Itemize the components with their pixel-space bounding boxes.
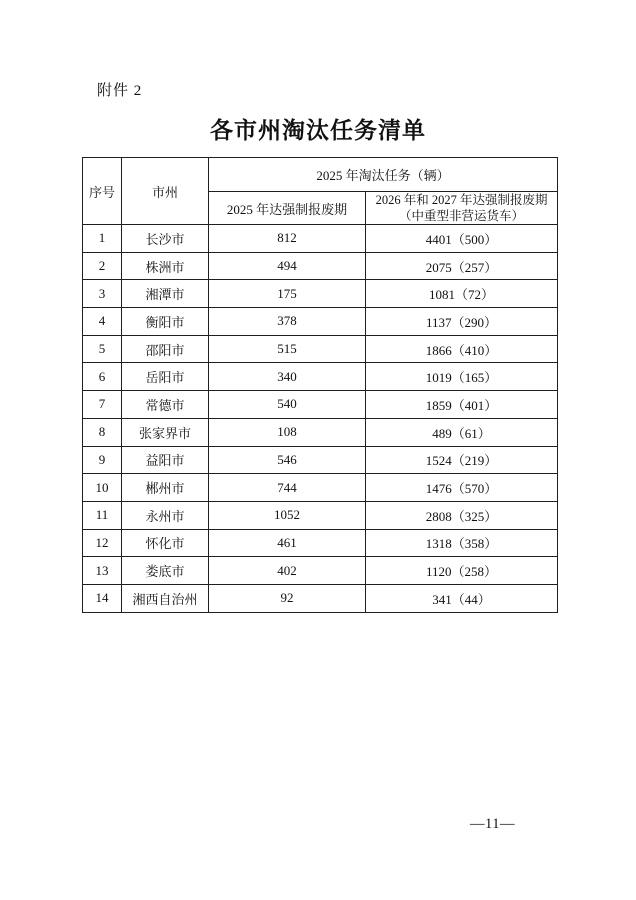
cell-2026: 4401（500）: [366, 225, 558, 253]
table-row: [83, 335, 558, 363]
page-title: 各市州淘汰任务清单: [210, 118, 426, 143]
cell-2026: 1476（570）: [366, 474, 558, 502]
cell-2025: 812: [209, 225, 366, 253]
page-number: —11—: [470, 816, 515, 832]
cell-2025: 546: [209, 446, 366, 474]
cell-2026: 489（61）: [366, 418, 558, 446]
attachment-label: 附件 2: [97, 83, 143, 99]
cell-city: 常德市: [122, 391, 209, 419]
cell-city: 永州市: [122, 501, 209, 529]
header-2026-line1: 2026 年和 2027 年达强制报废期: [375, 193, 548, 207]
cell-index: 4: [83, 308, 122, 336]
cell-2025: 92: [209, 584, 366, 612]
cell-2026: 1318（358）: [366, 529, 558, 557]
header-2026-line2: （中重型非营运货车）: [399, 209, 525, 223]
cell-index: 1: [83, 225, 122, 253]
cell-city: 怀化市: [122, 529, 209, 557]
cell-index: 10: [83, 474, 122, 502]
cell-2026: 1866（410）: [366, 335, 558, 363]
table-row: [83, 584, 558, 612]
header-task-group: 2025 年淘汰任务（辆）: [209, 158, 558, 192]
table-row: [83, 252, 558, 280]
cell-2026: 1120（258）: [366, 557, 558, 585]
cell-2026: 1137（290）: [366, 308, 558, 336]
cell-2026: 341（44）: [366, 584, 558, 612]
table-row: [83, 446, 558, 474]
table-row: [83, 501, 558, 529]
cell-index: 11: [83, 501, 122, 529]
cell-city: 长沙市: [122, 225, 209, 253]
cell-city: 湘潭市: [122, 280, 209, 308]
cell-2025: 175: [209, 280, 366, 308]
header-index: 序号: [83, 158, 122, 225]
cell-2026: 2808（325）: [366, 501, 558, 529]
cell-city: 娄底市: [122, 557, 209, 585]
cell-city: 株洲市: [122, 252, 209, 280]
table-header: [83, 158, 558, 225]
table-row: [83, 280, 558, 308]
cell-2025: 515: [209, 335, 366, 363]
cell-index: 12: [83, 529, 122, 557]
table-row: [83, 529, 558, 557]
table-row: [83, 225, 558, 253]
header-2025-deadline: 2025 年达强制报废期: [209, 192, 366, 225]
cell-2026: 2075（257）: [366, 252, 558, 280]
cell-city: 岳阳市: [122, 363, 209, 391]
header-city: 市州: [122, 158, 209, 225]
cell-2025: 340: [209, 363, 366, 391]
cell-index: 13: [83, 557, 122, 585]
cell-city: 邵阳市: [122, 335, 209, 363]
cell-city: 郴州市: [122, 474, 209, 502]
cell-city: 湘西自治州: [122, 584, 209, 612]
cell-index: 8: [83, 418, 122, 446]
cell-2025: 378: [209, 308, 366, 336]
cell-2026: 1859（401）: [366, 391, 558, 419]
table-body: [83, 225, 558, 613]
cell-2026: 1081（72）: [366, 280, 558, 308]
cell-index: 14: [83, 584, 122, 612]
cell-2026: 1524（219）: [366, 446, 558, 474]
table-row: [83, 418, 558, 446]
cell-index: 3: [83, 280, 122, 308]
cell-index: 7: [83, 391, 122, 419]
table-row: [83, 557, 558, 585]
cell-2025: 402: [209, 557, 366, 585]
table-row: [83, 308, 558, 336]
cell-city: 张家界市: [122, 418, 209, 446]
cell-city: 益阳市: [122, 446, 209, 474]
cell-2025: 108: [209, 418, 366, 446]
cell-city: 衡阳市: [122, 308, 209, 336]
cell-2025: 494: [209, 252, 366, 280]
cell-index: 9: [83, 446, 122, 474]
cell-index: 5: [83, 335, 122, 363]
table-row: [83, 391, 558, 419]
cell-2025: 540: [209, 391, 366, 419]
cell-index: 2: [83, 252, 122, 280]
header-row-top: [83, 158, 558, 192]
cell-2025: 744: [209, 474, 366, 502]
cell-2025: 1052: [209, 501, 366, 529]
cell-2026: 1019（165）: [366, 363, 558, 391]
elimination-task-table: [82, 157, 558, 613]
table-row: [83, 363, 558, 391]
cell-2025: 461: [209, 529, 366, 557]
table-row: [83, 474, 558, 502]
cell-index: 6: [83, 363, 122, 391]
header-2026-deadline: [366, 192, 558, 225]
